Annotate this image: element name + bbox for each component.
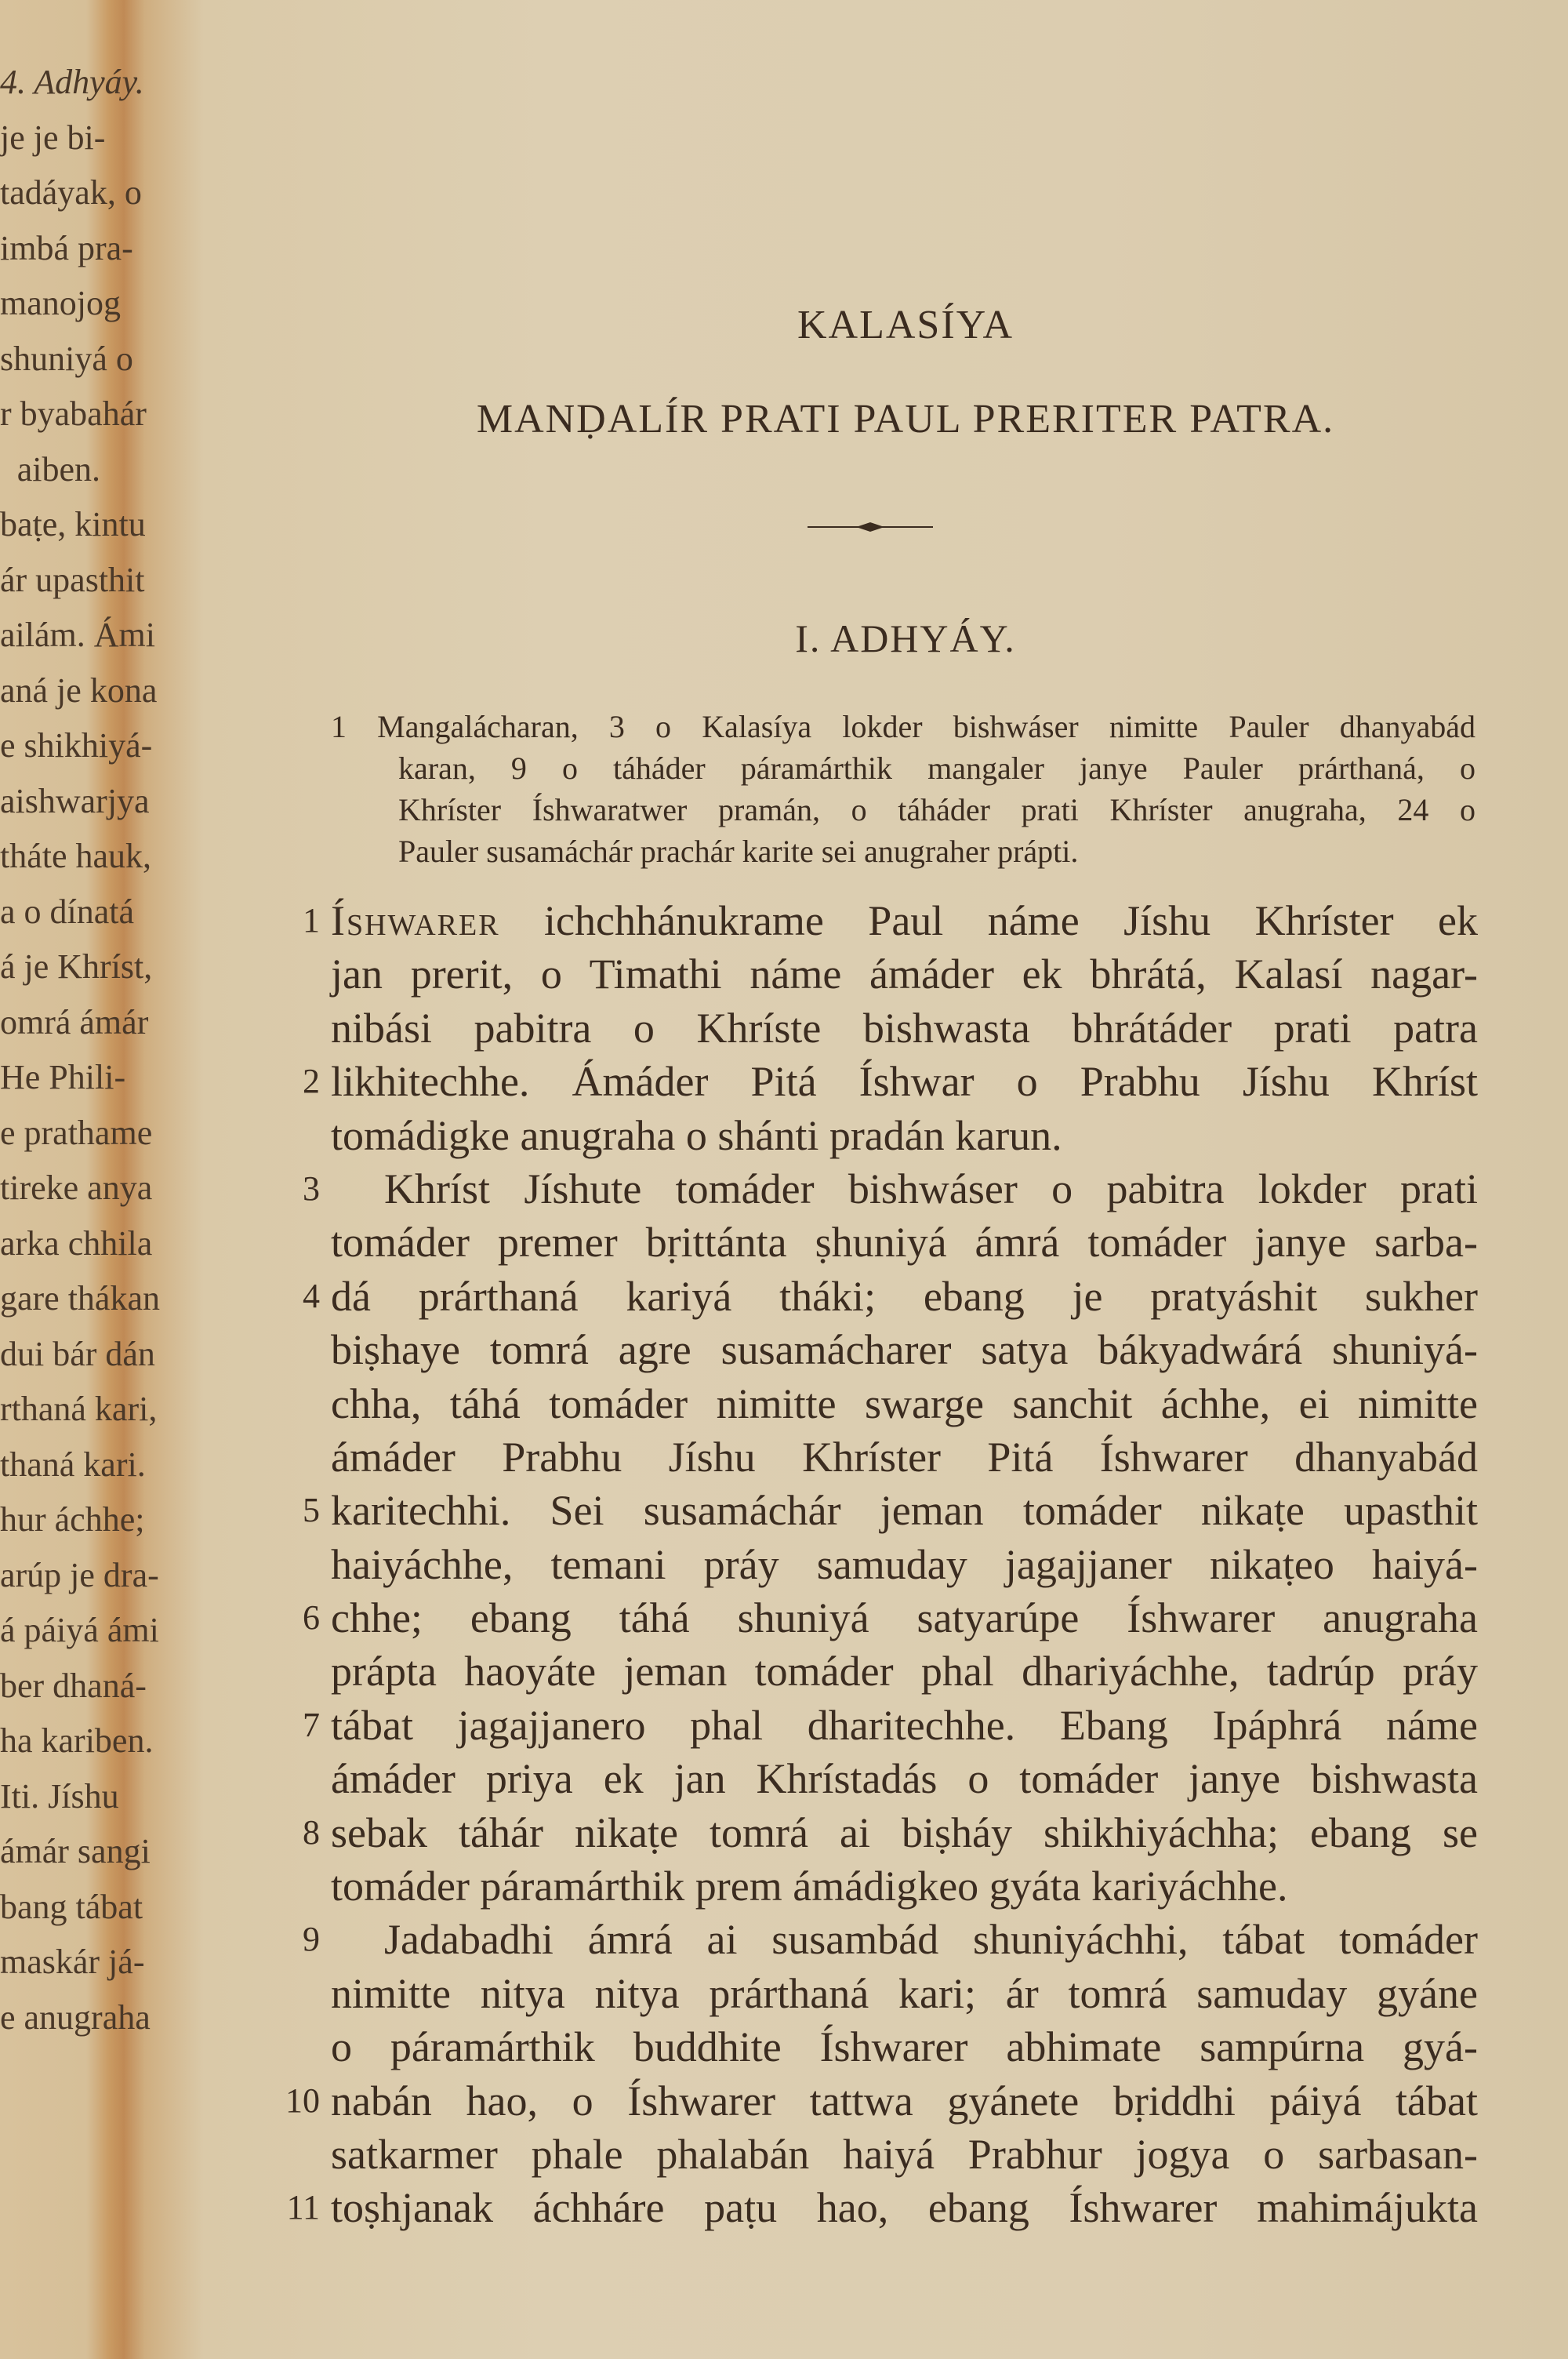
previous-page-fragment: ber dhaná- bbox=[0, 1666, 147, 1705]
verse-number: 7 bbox=[303, 1705, 320, 1744]
verse-text: Jadabadhi ámrá ai susambád shuniyáchhi, tábat tomáder bbox=[384, 1916, 1478, 1964]
previous-page-margin bbox=[0, 55, 160, 2045]
text-line bbox=[235, 2020, 1478, 2074]
verse-text-rest: ichchhánukrame Paul náme Jíshu Khríster ek bbox=[499, 897, 1478, 944]
text-line bbox=[235, 1699, 1478, 1752]
text-line bbox=[235, 1913, 1478, 1966]
verse-text: dá prárthaná kariyá tháki; ebang je pratyáshit sukher bbox=[331, 1272, 1478, 1320]
text-line bbox=[235, 1109, 1478, 1162]
verse-text: karitechhi. Sei susamáchár jeman tomáder nikaṭe upasthit bbox=[331, 1487, 1478, 1535]
text-line bbox=[235, 1216, 1478, 1269]
text-line bbox=[235, 947, 1478, 1001]
text-line bbox=[235, 1055, 1478, 1108]
verse-number: 5 bbox=[303, 1491, 320, 1530]
verse-number: 2 bbox=[303, 1062, 320, 1101]
previous-page-fragment: ámár sangi bbox=[0, 1832, 151, 1870]
previous-page-fragment: aiben. bbox=[16, 449, 100, 489]
verse-text: likhitechhe. Ámáder Pitá Íshwar o Prabhu Jíshu Khríst bbox=[331, 1058, 1478, 1106]
verse-number: 10 bbox=[285, 2081, 320, 2120]
verse-number: 8 bbox=[303, 1812, 320, 1852]
verse-text: sebak táhár nikaṭe tomrá ai biṣháy shikhiyáchha; ebang se bbox=[331, 1808, 1478, 1856]
previous-page-fragment: shuniyá o bbox=[0, 339, 133, 378]
text-line bbox=[235, 1001, 1478, 1055]
summary-line: karan, 9 o táháder páramárthik mangaler janye Pauler prárthaná, o bbox=[398, 751, 1475, 786]
verse-text: tomáder premer bṛittánta ṣhuniyá ámrá tomáder janye sarba- bbox=[331, 1219, 1478, 1267]
previous-page-fragment: manojog bbox=[0, 284, 121, 322]
verse-text: tomáder páramárthik prem ámádigkeo gyáta kariyáchhe. bbox=[331, 1863, 1288, 1910]
previous-page-fragment: imbá pra- bbox=[0, 228, 133, 267]
text-line bbox=[235, 2074, 1478, 2128]
previous-page-fragment: baṭe, kintu bbox=[0, 505, 146, 543]
previous-page-fragment: r byabahár bbox=[0, 394, 147, 433]
previous-page-header: 4. Adhyáy. bbox=[0, 63, 144, 101]
previous-page-fragment: maskár já- bbox=[0, 1943, 145, 1981]
previous-page-fragment: ár upasthit bbox=[0, 560, 145, 599]
previous-page-fragment: thaná kari. bbox=[0, 1445, 146, 1484]
verse-lead-word: Íshwarer bbox=[331, 897, 500, 944]
verse-text: satkarmer phale phalabán haiyá Prabhur jogya o sarbasan- bbox=[331, 2130, 1478, 2178]
chapter-heading: I. ADHYÁY. bbox=[795, 616, 1016, 660]
text-line bbox=[235, 1162, 1478, 1216]
text-line bbox=[235, 1430, 1478, 1484]
previous-page-fragment: á páiyá ámi bbox=[0, 1611, 159, 1649]
previous-page-fragment: tireke anya bbox=[0, 1169, 153, 1207]
previous-page-fragment: aná je kona bbox=[0, 671, 158, 710]
previous-page-fragment: á je Khríst, bbox=[0, 947, 153, 986]
previous-page-fragment: je je bi- bbox=[0, 118, 106, 157]
text-line bbox=[235, 1645, 1478, 1698]
verse-text: nabán hao, o Íshwarer tattwa gyánete bṛiddhi páiyá tábat bbox=[331, 2077, 1478, 2125]
verse-text bbox=[331, 894, 1478, 947]
previous-page-fragment: He Phili- bbox=[0, 1058, 126, 1096]
summary-line: 1 Mangalácharan, 3 o Kalasíya lokder bishwáser nimitte Pauler dhanyabád bbox=[331, 709, 1475, 744]
text-line bbox=[235, 1270, 1478, 1323]
previous-page-fragment: omrá ámár bbox=[0, 1002, 149, 1041]
verse-text: ámáder priya ek jan Khrístadás o tomáder janye bishwasta bbox=[331, 1755, 1478, 1803]
verse-text: nibási pabitra o Khríste bishwasta bhrátáder prati patra bbox=[331, 1004, 1478, 1052]
previous-page-fragment: hur áchhe; bbox=[0, 1500, 145, 1539]
book-subtitle: MANḌALÍR PRATI PAUL PRERITER PATRA. bbox=[476, 397, 1335, 442]
verse-text: o páramárthik buddhite Íshwarer abhimate sampúrna gyá- bbox=[331, 2023, 1478, 2071]
previous-page-fragment: rthaná kari, bbox=[0, 1390, 158, 1428]
verse-text: chhe; ebang táhá shuniyá satyarúpe Íshwarer anugraha bbox=[331, 1594, 1478, 1642]
text-line bbox=[235, 1377, 1478, 1430]
verse-number: 6 bbox=[303, 1598, 320, 1637]
previous-page-fragment: arúp je dra- bbox=[0, 1555, 159, 1594]
previous-page-fragment: a o dínatá bbox=[0, 892, 135, 931]
previous-page-fragment: Iti. Jíshu bbox=[0, 1776, 119, 1816]
verse-text: nimitte nitya nitya prárthaná kari; ár tomrá samuday gyáne bbox=[331, 1969, 1478, 2017]
previous-page-fragment: dui bár dán bbox=[0, 1334, 155, 1373]
text-line bbox=[235, 1752, 1478, 1805]
verse-number: 9 bbox=[303, 1920, 320, 1959]
text-line bbox=[235, 1967, 1478, 2020]
previous-page-fragment: ailám. Ámi bbox=[0, 616, 155, 654]
verse-number: 3 bbox=[303, 1169, 320, 1208]
verse-text: tábat jagajjanero phal dharitechhe. Ebang Ipáphrá náme bbox=[331, 1701, 1478, 1749]
verse-text: biṣhaye tomrá agre susamácharer satya bákyadwárá shuniyá- bbox=[331, 1326, 1478, 1374]
text-line bbox=[235, 894, 1478, 947]
text-line bbox=[235, 1591, 1478, 1645]
previous-page-fragment: e prathame bbox=[0, 1113, 153, 1152]
previous-page-fragment: arka chhila bbox=[0, 1223, 153, 1263]
previous-page-fragment: tháte hauk, bbox=[0, 837, 152, 875]
ornament-divider-icon bbox=[808, 521, 933, 533]
verse-text: prápta haoyáte jeman tomáder phal dhariyáchhe, tadrúp práy bbox=[331, 1648, 1478, 1696]
verse-number: 4 bbox=[303, 1276, 320, 1315]
previous-page-fragment: tadáyak, o bbox=[0, 173, 142, 212]
chapter-body-text bbox=[235, 894, 1478, 2235]
chapter-summary bbox=[331, 706, 1475, 872]
previous-page-fragment: e shikhiyá- bbox=[0, 726, 153, 765]
text-line bbox=[235, 1859, 1478, 1913]
text-line bbox=[235, 2181, 1478, 2234]
verse-text: Khríst Jíshute tomáder bishwáser o pabitra lokder prati bbox=[384, 1165, 1478, 1212]
previous-page-fragment: aishwarjya bbox=[0, 781, 150, 820]
verse-text: toṣhjanak áchháre paṭu hao, ebang Íshwarer mahimájukta bbox=[331, 2184, 1478, 2232]
previous-page-fragment: ha kariben. bbox=[0, 1721, 154, 1760]
verse-text: chha, táhá tomáder nimitte swarge sanchit áchhe, ei nimitte bbox=[331, 1379, 1478, 1427]
previous-page-fragment: bang tábat bbox=[0, 1887, 143, 1926]
summary-line: Pauler susamáchár prachár karite sei anugraher prápti. bbox=[398, 834, 1079, 869]
text-line bbox=[235, 1323, 1478, 1376]
verse-text: ámáder Prabhu Jíshu Khríster Pitá Íshwarer dhanyabád bbox=[331, 1433, 1478, 1481]
previous-page-fragment: gare thákan bbox=[0, 1279, 160, 1318]
verse-text: tomádigke anugraha o shánti pradán karun. bbox=[331, 1111, 1062, 1159]
previous-page-fragment: e anugraha bbox=[0, 1997, 151, 2037]
summary-line: Khríster Íshwaratwer pramán, o táháder prati Khríster anugraha, 24 o bbox=[398, 792, 1475, 827]
verse-number: 11 bbox=[286, 2188, 320, 2227]
text-line bbox=[235, 1538, 1478, 1591]
book-title: KALASÍYA bbox=[797, 303, 1014, 347]
text-line bbox=[235, 2128, 1478, 2181]
verse-text: jan prerit, o Timathi náme ámáder ek bhrátá, Kalasí nagar- bbox=[331, 951, 1478, 998]
text-line bbox=[235, 1484, 1478, 1537]
text-line bbox=[235, 1806, 1478, 1859]
verse-text: haiyáchhe, temani práy samuday jagajjaner nikaṭeo haiyá- bbox=[331, 1540, 1478, 1588]
verse-number: 1 bbox=[303, 901, 320, 940]
